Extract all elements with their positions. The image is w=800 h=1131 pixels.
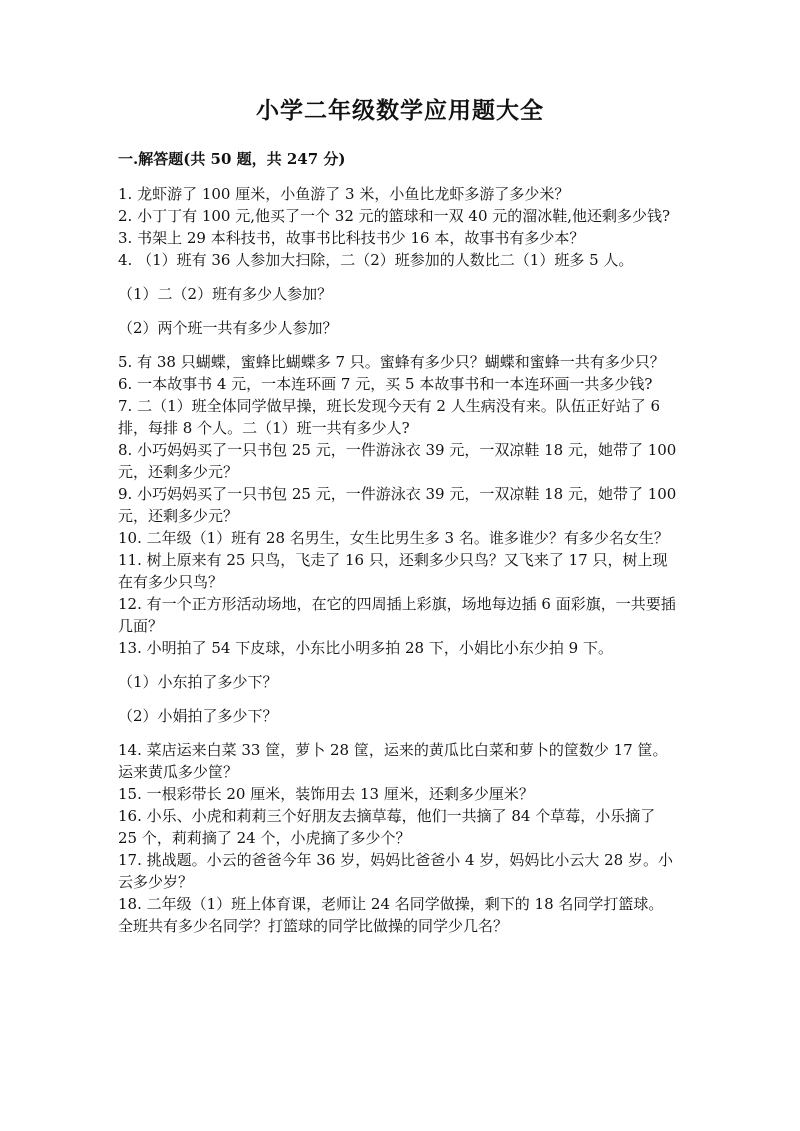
question-list [118, 183, 678, 937]
question-12: 12. 有一个正方形活动场地，在它的四周插上彩旗，场地每边插 6 面彩旗，一共要插几面？ [118, 595, 676, 635]
section-heading: 一.解答题(共 50 题，共 247 分) [118, 150, 346, 168]
question-1: 1. 龙虾游了 100 厘米，小鱼游了 3 米，小鱼比龙虾多游了多少米？ [118, 185, 570, 203]
document-title: 小学二年级数学应用题大全 [256, 97, 544, 124]
question-4-sub-2: （2）两个班一共有多少人参加？ [118, 319, 338, 337]
question-3: 3. 书架上 29 本科技书，故事书比科技书少 16 本，故事书有多少本？ [118, 229, 585, 247]
question-13-sub-2: （2）小娟拍了多少下？ [118, 707, 278, 725]
question-9: 9. 小巧妈妈买了一只书包 25 元，一件游泳衣 39 元，一双凉鞋 18 元，她带了 100 元，还剩多少元？ [118, 485, 677, 525]
question-8: 8. 小巧妈妈买了一只书包 25 元，一件游泳衣 39 元，一双凉鞋 18 元，她带了 100 元，还剩多少元？ [118, 441, 677, 481]
question-14: 14. 菜店运来白菜 33 筐，萝卜 28 筐，运来的黄瓜比白菜和萝卜的筐数少 17 筐。运来黄瓜多少筐？ [118, 741, 668, 781]
question-6: 6. 一本故事书 4 元，一本连环画 7 元，买 5 本故事书和一本连环画一共多少钱? [118, 375, 653, 393]
question-13-sub-1: （1）小东拍了多少下？ [118, 673, 278, 691]
question-16: 16. 小乐、小虎和莉莉三个好朋友去摘草莓，他们一共摘了 84 个草莓，小乐摘了 25 个，莉莉摘了 24 个，小虎摘了多少个？ [118, 807, 656, 847]
question-11: 11. 树上原来有 25 只鸟，飞走了 16 只，还剩多少只鸟？又飞来了 17 只，树上现在有多少只鸟？ [118, 551, 668, 591]
question-4: 4. （1）班有 36 人参加大扫除，二（2）班参加的人数比二（1）班多 5 人。 [118, 251, 634, 269]
question-17: 17. 挑战题。小云的爸爸今年 36 岁，妈妈比爸爸小 4 岁，妈妈比小云大 28 岁。小云多少岁？ [118, 851, 673, 891]
question-13: 13. 小明拍了 54 下皮球，小东比小明多拍 28 下，小娟比小东少拍 9 下。 [118, 639, 613, 657]
question-2: 2. 小丁丁有 100 元,他买了一个 32 元的篮球和一双 40 元的溜冰鞋,他还剩多少钱? [118, 207, 671, 225]
question-7: 7. 二（1）班全体同学做早操，班长发现今天有 2 人生病没有来。队伍正好站了 6 排，每排 8 个人。二（1）班一共有多少人? [118, 397, 661, 437]
question-10: 10. 二年级（1）班有 28 名男生，女生比男生多 3 名。谁多谁少？有多少名女生？ [118, 529, 669, 547]
question-15: 15. 一根彩带长 20 厘米，装饰用去 13 厘米，还剩多少厘米？ [118, 785, 534, 803]
question-4-sub-1: （1）二（2）班有多少人参加？ [118, 285, 333, 303]
question-18: 18. 二年级（1）班上体育课，老师让 24 名同学做操，剩下的 18 名同学打篮球。全班共有多少名同学？打篮球的同学比做操的同学少几名？ [118, 895, 664, 935]
question-5: 5. 有 38 只蝴蝶，蜜蜂比蝴蝶多 7 只。蜜蜂有多少只？蝴蝶和蜜蜂一共有多少只？ [118, 353, 665, 371]
